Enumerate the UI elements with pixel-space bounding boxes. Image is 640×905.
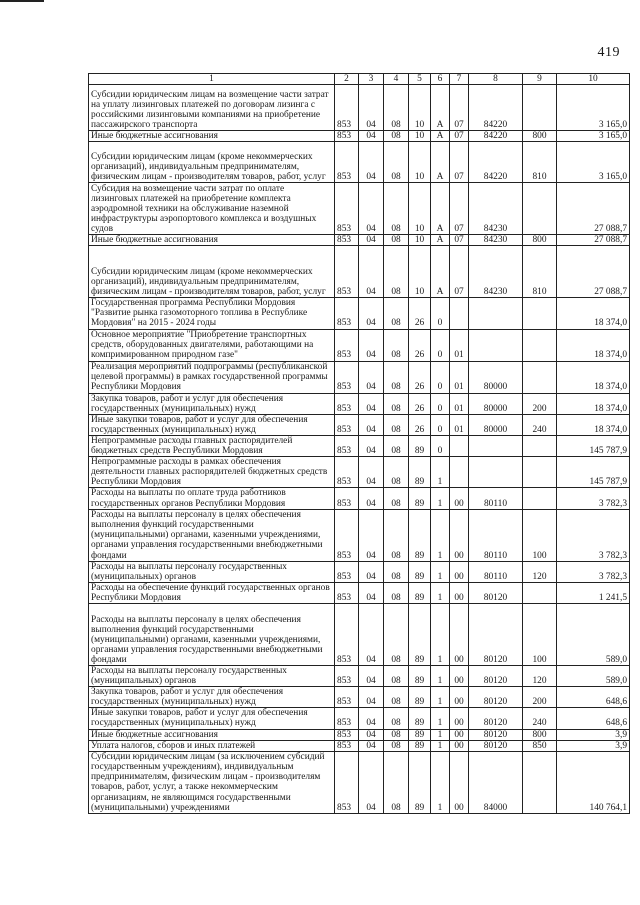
cell-c8: 80120 <box>469 582 523 603</box>
cell-c8: 84230 <box>469 246 523 298</box>
cell-c6: 1 <box>431 509 450 561</box>
cell-c5: 89 <box>409 665 431 686</box>
cell-c7: 01 <box>450 414 469 435</box>
cell-c7: 07 <box>450 246 469 298</box>
cell-c9 <box>523 298 557 329</box>
cell-c6: 0 <box>431 329 450 361</box>
row-description: Непрограммные расходы главных распорядителей бюджетных средств Республики Мордовия <box>89 435 335 456</box>
cell-c4: 08 <box>384 183 409 235</box>
header-cell-col-5: 5 <box>409 74 431 85</box>
cell-c6: А <box>431 131 450 142</box>
cell-c6: А <box>431 246 450 298</box>
cell-c2: 853 <box>335 235 359 246</box>
cell-c7: 00 <box>450 665 469 686</box>
cell-c8: 80120 <box>469 708 523 729</box>
cell-c2: 853 <box>335 393 359 414</box>
header-cell-col-7: 7 <box>450 74 469 85</box>
cell-c2: 853 <box>335 361 359 393</box>
header-cell-col-8: 8 <box>469 74 523 85</box>
cell-c10: 3,9 <box>557 740 630 751</box>
cell-c5: 89 <box>409 457 431 488</box>
cell-c2: 853 <box>335 509 359 561</box>
cell-c4: 08 <box>384 361 409 393</box>
cell-c2: 853 <box>335 708 359 729</box>
cell-c5: 26 <box>409 298 431 329</box>
table-row <box>89 603 630 665</box>
cell-c6: 1 <box>431 740 450 751</box>
cell-c10: 3 782,3 <box>557 561 630 582</box>
cell-c7: 01 <box>450 361 469 393</box>
header-cell-col-3: 3 <box>359 74 384 85</box>
cell-c10: 18 374,0 <box>557 329 630 361</box>
cell-c10: 648,6 <box>557 687 630 708</box>
table-row <box>89 687 630 708</box>
cell-c3: 04 <box>359 131 384 142</box>
row-description: Субсидии юридическим лицам на возмещение части затрат на уплату лизинговых платежей по договорам лизинга с российскими лизинговыми компаниями на приобретение пассажирского транспорта <box>89 85 335 131</box>
header-cell-col-10: 10 <box>557 74 630 85</box>
cell-c6: 1 <box>431 603 450 665</box>
cell-c9 <box>523 183 557 235</box>
cell-c9: 800 <box>523 131 557 142</box>
cell-c10: 18 374,0 <box>557 298 630 329</box>
cell-c3: 04 <box>359 298 384 329</box>
cell-c3: 04 <box>359 235 384 246</box>
cell-c7: 01 <box>450 393 469 414</box>
cell-c3: 04 <box>359 246 384 298</box>
row-description: Расходы на выплаты персоналу в целях обеспечения выполнения функций государственными (муниципальными) органами, казенными учреждениями, органами управления государственными внебюджетными фондами <box>89 603 335 665</box>
cell-c9: 800 <box>523 235 557 246</box>
cell-c7: 00 <box>450 488 469 509</box>
cell-c7: 00 <box>450 708 469 729</box>
budget-table <box>88 73 630 814</box>
cell-c9 <box>523 582 557 603</box>
cell-c4: 08 <box>384 457 409 488</box>
cell-c10: 3 782,3 <box>557 488 630 509</box>
cell-c2: 853 <box>335 603 359 665</box>
cell-c8: 80120 <box>469 740 523 751</box>
cell-c4: 08 <box>384 414 409 435</box>
cell-c9 <box>523 435 557 456</box>
table-row <box>89 740 630 751</box>
cell-c2: 853 <box>335 665 359 686</box>
cell-c3: 04 <box>359 740 384 751</box>
cell-c9 <box>523 488 557 509</box>
cell-c2: 853 <box>335 131 359 142</box>
cell-c2: 853 <box>335 414 359 435</box>
cell-c5: 26 <box>409 361 431 393</box>
cell-c5: 10 <box>409 246 431 298</box>
cell-c8: 84000 <box>469 751 523 813</box>
cell-c3: 04 <box>359 393 384 414</box>
table-row <box>89 131 630 142</box>
table-row <box>89 435 630 456</box>
cell-c2: 853 <box>335 85 359 131</box>
row-description: Государственная программа Республики Мордовия "Развитие рынка газомоторного топлива в Республике Мордовия" на 2015 - 2024 годы <box>89 298 335 329</box>
cell-c4: 08 <box>384 687 409 708</box>
row-description: Основное мероприятие "Приобретение транспортных средств, оборудованных двигателями, работающими на компримированном природном газе" <box>89 329 335 361</box>
cell-c2: 853 <box>335 298 359 329</box>
cell-c4: 08 <box>384 751 409 813</box>
cell-c9: 120 <box>523 561 557 582</box>
cell-c5: 10 <box>409 235 431 246</box>
cell-c8 <box>469 457 523 488</box>
cell-c8: 80110 <box>469 509 523 561</box>
cell-c3: 04 <box>359 751 384 813</box>
cell-c4: 08 <box>384 142 409 183</box>
table-row <box>89 183 630 235</box>
table-row <box>89 457 630 488</box>
cell-c8 <box>469 329 523 361</box>
cell-c4: 08 <box>384 740 409 751</box>
cell-c9 <box>523 329 557 361</box>
cell-c3: 04 <box>359 435 384 456</box>
cell-c5: 89 <box>409 435 431 456</box>
row-description: Субсидия на возмещение части затрат по оплате лизинговых платежей на приобретение комплекта аэродромной техники на обслуживание наземной инфраструктуры аэропортового комплекса и воздушных судов <box>89 183 335 235</box>
header-cell-col-4: 4 <box>384 74 409 85</box>
cell-c2: 853 <box>335 183 359 235</box>
cell-c2: 853 <box>335 142 359 183</box>
cell-c6: 1 <box>431 708 450 729</box>
cell-c8: 80120 <box>469 603 523 665</box>
cell-c8: 80000 <box>469 361 523 393</box>
row-description: Иные бюджетные ассигнования <box>89 729 335 740</box>
cell-c3: 04 <box>359 329 384 361</box>
cell-c4: 08 <box>384 329 409 361</box>
row-description: Расходы на выплаты персоналу государственных (муниципальных) органов <box>89 561 335 582</box>
cell-c10: 3 782,3 <box>557 509 630 561</box>
table-row <box>89 246 630 298</box>
cell-c10: 27 088,7 <box>557 246 630 298</box>
cell-c6: А <box>431 142 450 183</box>
cell-c10: 3 165,0 <box>557 85 630 131</box>
cell-c2: 853 <box>335 582 359 603</box>
cell-c8: 80120 <box>469 729 523 740</box>
row-description: Расходы на выплаты персоналу в целях обеспечения выполнения функций государственными (муниципальными) органами, казенными учреждениями, органами управления государственными внебюджетными фондами <box>89 509 335 561</box>
cell-c6: 0 <box>431 361 450 393</box>
cell-c7: 07 <box>450 85 469 131</box>
row-description: Субсидии юридическим лицам (кроме некоммерческих организаций), индивидуальным предпринимателям, физическим лицам - производителям товаров, работ, услуг <box>89 142 335 183</box>
header-row <box>89 74 630 85</box>
scan-edge-mark <box>0 0 44 2</box>
cell-c2: 853 <box>335 246 359 298</box>
cell-c3: 04 <box>359 729 384 740</box>
cell-c8: 80120 <box>469 665 523 686</box>
cell-c5: 89 <box>409 729 431 740</box>
cell-c4: 08 <box>384 235 409 246</box>
cell-c4: 08 <box>384 393 409 414</box>
cell-c10: 27 088,7 <box>557 183 630 235</box>
cell-c7: 01 <box>450 329 469 361</box>
cell-c7: 00 <box>450 729 469 740</box>
cell-c4: 08 <box>384 131 409 142</box>
row-description: Закупка товаров, работ и услуг для обеспечения государственных (муниципальных) нужд <box>89 687 335 708</box>
table-header <box>89 74 630 85</box>
cell-c4: 08 <box>384 246 409 298</box>
cell-c9: 810 <box>523 246 557 298</box>
cell-c5: 89 <box>409 708 431 729</box>
row-description: Расходы на выплаты персоналу государственных (муниципальных) органов <box>89 665 335 686</box>
table-row <box>89 414 630 435</box>
cell-c10: 1 241,5 <box>557 582 630 603</box>
cell-c7: 00 <box>450 603 469 665</box>
cell-c6: 0 <box>431 414 450 435</box>
cell-c8: 84220 <box>469 142 523 183</box>
cell-c2: 853 <box>335 488 359 509</box>
cell-c8: 80000 <box>469 414 523 435</box>
table-row <box>89 393 630 414</box>
page-number: 419 <box>597 45 620 60</box>
cell-c8: 84230 <box>469 235 523 246</box>
cell-c4: 08 <box>384 435 409 456</box>
header-cell-col-1: 1 <box>89 74 335 85</box>
cell-c6: 1 <box>431 665 450 686</box>
cell-c7: 00 <box>450 561 469 582</box>
row-description: Непрограммные расходы в рамках обеспечения деятельности главных распорядителей бюджетных средств Республики Мордовия <box>89 457 335 488</box>
cell-c6: А <box>431 183 450 235</box>
cell-c4: 08 <box>384 582 409 603</box>
cell-c8: 84230 <box>469 183 523 235</box>
cell-c2: 853 <box>335 729 359 740</box>
cell-c6: 1 <box>431 687 450 708</box>
cell-c5: 10 <box>409 131 431 142</box>
cell-c5: 26 <box>409 329 431 361</box>
cell-c2: 853 <box>335 457 359 488</box>
cell-c8: 80000 <box>469 393 523 414</box>
cell-c8: 84220 <box>469 85 523 131</box>
table-row <box>89 235 630 246</box>
row-description: Иные закупки товаров, работ и услуг для обеспечения государственных (муниципальных) нужд <box>89 708 335 729</box>
table-row <box>89 298 630 329</box>
cell-c10: 3,9 <box>557 729 630 740</box>
row-description: Иные бюджетные ассигнования <box>89 235 335 246</box>
cell-c5: 89 <box>409 561 431 582</box>
table-row <box>89 509 630 561</box>
cell-c4: 08 <box>384 708 409 729</box>
row-description: Субсидии юридическим лицам (кроме некоммерческих организаций), индивидуальным предпринимателям, физическим лицам - производителям товаров, работ, услуг <box>89 246 335 298</box>
cell-c10: 18 374,0 <box>557 414 630 435</box>
cell-c2: 853 <box>335 561 359 582</box>
cell-c7: 07 <box>450 235 469 246</box>
cell-c2: 853 <box>335 687 359 708</box>
cell-c10: 3 165,0 <box>557 142 630 183</box>
cell-c9: 800 <box>523 729 557 740</box>
cell-c9 <box>523 751 557 813</box>
cell-c5: 89 <box>409 687 431 708</box>
cell-c10: 3 165,0 <box>557 131 630 142</box>
cell-c3: 04 <box>359 561 384 582</box>
table-row <box>89 708 630 729</box>
cell-c8 <box>469 435 523 456</box>
header-cell-col-9: 9 <box>523 74 557 85</box>
cell-c6: А <box>431 235 450 246</box>
table-row <box>89 488 630 509</box>
table-row <box>89 582 630 603</box>
table-row <box>89 729 630 740</box>
cell-c10: 18 374,0 <box>557 361 630 393</box>
cell-c4: 08 <box>384 665 409 686</box>
cell-c3: 04 <box>359 708 384 729</box>
cell-c6: 1 <box>431 751 450 813</box>
cell-c3: 04 <box>359 603 384 665</box>
cell-c3: 04 <box>359 457 384 488</box>
cell-c2: 853 <box>335 740 359 751</box>
cell-c3: 04 <box>359 361 384 393</box>
cell-c9 <box>523 457 557 488</box>
cell-c4: 08 <box>384 488 409 509</box>
cell-c4: 08 <box>384 729 409 740</box>
cell-c3: 04 <box>359 665 384 686</box>
cell-c10: 145 787,9 <box>557 457 630 488</box>
cell-c6: А <box>431 85 450 131</box>
cell-c4: 08 <box>384 561 409 582</box>
row-description: Расходы на выплаты по оплате труда работников государственных органов Республики Мордовия <box>89 488 335 509</box>
cell-c3: 04 <box>359 509 384 561</box>
row-description: Закупка товаров, работ и услуг для обеспечения государственных (муниципальных) нужд <box>89 393 335 414</box>
cell-c8: 80110 <box>469 488 523 509</box>
cell-c10: 27 088,7 <box>557 235 630 246</box>
cell-c7: 00 <box>450 687 469 708</box>
cell-c9: 120 <box>523 665 557 686</box>
cell-c4: 08 <box>384 603 409 665</box>
cell-c3: 04 <box>359 85 384 131</box>
table-body <box>89 85 630 814</box>
table-row <box>89 665 630 686</box>
cell-c10: 648,6 <box>557 708 630 729</box>
cell-c3: 04 <box>359 183 384 235</box>
cell-c5: 10 <box>409 85 431 131</box>
cell-c5: 10 <box>409 142 431 183</box>
table-row <box>89 142 630 183</box>
cell-c9: 240 <box>523 414 557 435</box>
cell-c5: 89 <box>409 751 431 813</box>
cell-c9: 200 <box>523 687 557 708</box>
cell-c5: 26 <box>409 393 431 414</box>
cell-c9: 100 <box>523 509 557 561</box>
cell-c4: 08 <box>384 85 409 131</box>
cell-c7: 00 <box>450 740 469 751</box>
cell-c9: 850 <box>523 740 557 751</box>
row-description: Субсидии юридическим лицам (за исключением субсидий государственным учреждениям), индивидуальным предпринимателям, физическим лицам - производителям товаров, работ, услуг, а также некоммерческим организациям, не являющимся государственными (муниципальными) учреждениями <box>89 751 335 813</box>
cell-c10: 18 374,0 <box>557 393 630 414</box>
table-row <box>89 561 630 582</box>
cell-c10: 145 787,9 <box>557 435 630 456</box>
row-description: Реализация мероприятий подпрограммы (республиканской целевой программы) в рамках государственной программы Республики Мордовия <box>89 361 335 393</box>
cell-c5: 89 <box>409 582 431 603</box>
cell-c3: 04 <box>359 582 384 603</box>
cell-c9 <box>523 85 557 131</box>
row-description: Иные закупки товаров, работ и услуг для обеспечения государственных (муниципальных) нужд <box>89 414 335 435</box>
cell-c6: 0 <box>431 435 450 456</box>
cell-c6: 0 <box>431 298 450 329</box>
cell-c3: 04 <box>359 142 384 183</box>
cell-c7: 07 <box>450 183 469 235</box>
cell-c9 <box>523 361 557 393</box>
cell-c4: 08 <box>384 509 409 561</box>
cell-c7 <box>450 457 469 488</box>
row-description: Расходы на обеспечение функций государственных органов Республики Мордовия <box>89 582 335 603</box>
row-description: Уплата налогов, сборов и иных платежей <box>89 740 335 751</box>
cell-c7 <box>450 435 469 456</box>
table-row <box>89 751 630 813</box>
cell-c5: 89 <box>409 740 431 751</box>
cell-c9: 810 <box>523 142 557 183</box>
cell-c3: 04 <box>359 414 384 435</box>
cell-c8: 80110 <box>469 561 523 582</box>
cell-c2: 853 <box>335 435 359 456</box>
cell-c7: 00 <box>450 509 469 561</box>
header-cell-col-2: 2 <box>335 74 359 85</box>
cell-c9: 240 <box>523 708 557 729</box>
cell-c2: 853 <box>335 751 359 813</box>
cell-c6: 1 <box>431 561 450 582</box>
cell-c7: 00 <box>450 751 469 813</box>
cell-c6: 0 <box>431 393 450 414</box>
cell-c5: 89 <box>409 603 431 665</box>
cell-c6: 1 <box>431 582 450 603</box>
cell-c7: 00 <box>450 582 469 603</box>
row-description: Иные бюджетные ассигнования <box>89 131 335 142</box>
table-row <box>89 361 630 393</box>
cell-c5: 89 <box>409 488 431 509</box>
cell-c6: 1 <box>431 457 450 488</box>
cell-c3: 04 <box>359 687 384 708</box>
cell-c7: 07 <box>450 131 469 142</box>
cell-c10: 140 764,1 <box>557 751 630 813</box>
cell-c8 <box>469 298 523 329</box>
cell-c7: 07 <box>450 142 469 183</box>
cell-c5: 10 <box>409 183 431 235</box>
cell-c5: 26 <box>409 414 431 435</box>
cell-c8: 80120 <box>469 687 523 708</box>
cell-c4: 08 <box>384 298 409 329</box>
table-row <box>89 329 630 361</box>
cell-c3: 04 <box>359 488 384 509</box>
cell-c9: 100 <box>523 603 557 665</box>
header-cell-col-6: 6 <box>431 74 450 85</box>
cell-c9: 200 <box>523 393 557 414</box>
cell-c6: 1 <box>431 488 450 509</box>
cell-c8: 84220 <box>469 131 523 142</box>
cell-c2: 853 <box>335 329 359 361</box>
cell-c6: 1 <box>431 729 450 740</box>
cell-c10: 589,0 <box>557 603 630 665</box>
cell-c10: 589,0 <box>557 665 630 686</box>
cell-c7 <box>450 298 469 329</box>
cell-c5: 89 <box>409 509 431 561</box>
table-row <box>89 85 630 131</box>
